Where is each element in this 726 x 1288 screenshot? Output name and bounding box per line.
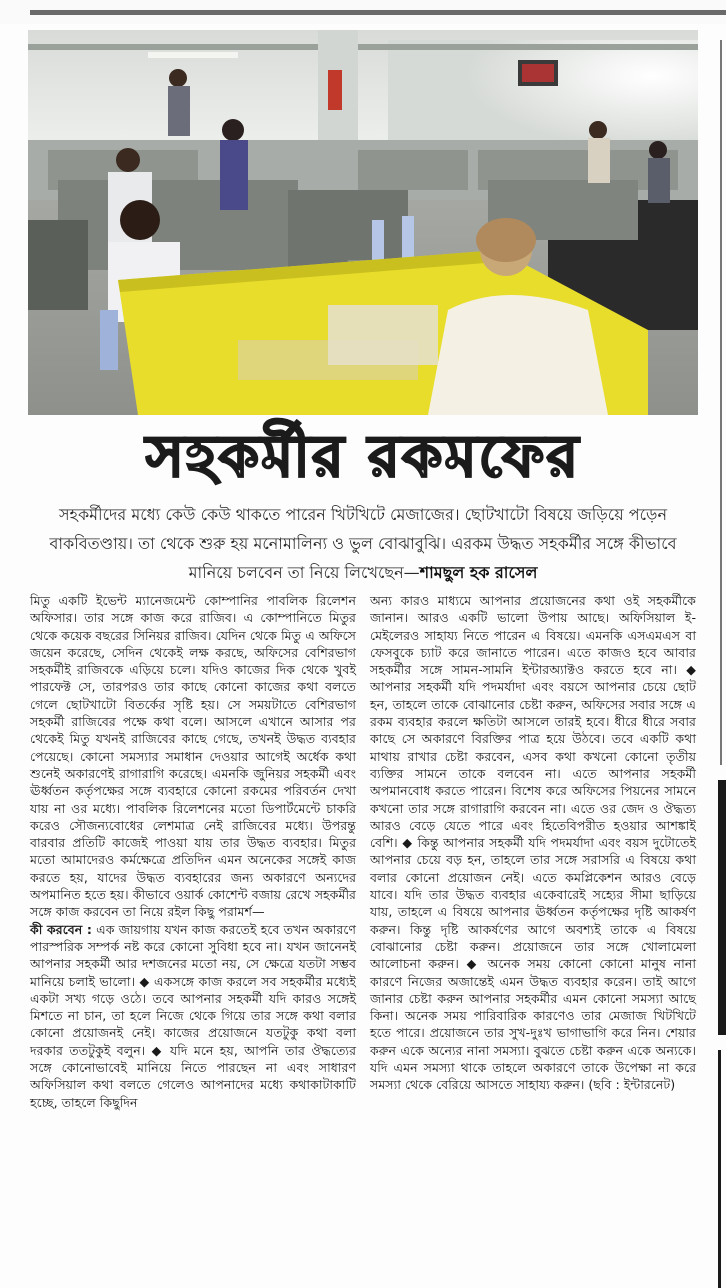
edge-line xyxy=(720,40,722,765)
office-photo-illustration xyxy=(28,30,698,415)
intro-lead: সহকর্মীদের মধ্যে কেউ কেউ থাকতে পারেন খিটখিটে মেজাজের। ছোটখাটো বিষয়ে জড়িয়ে পড়েন বাকবিতণ্ডায়। তা থেকে শুরু হয় মনোমালিন্য ও ভুল বোঝাবুঝি। এরকম উদ্ধত সহকর্মীর সঙ্গে কীভাবে মানিয়ে চলবেন তা নিয়ে লিখেছেন— xyxy=(49,505,677,582)
article-column-left xyxy=(30,592,356,1111)
intro-text xyxy=(30,500,696,587)
top-rule xyxy=(30,10,726,15)
office-photo xyxy=(28,30,698,415)
edge-block-outline xyxy=(718,1050,726,1288)
top-rule-bar xyxy=(0,0,726,24)
author-name: শামছুল হক রাসেল xyxy=(419,563,538,582)
paragraph-advice: এক জায়গায় যখন কাজ করতেই হবে তখন অকারণে পারস্পরিক সম্পর্ক নষ্ট করে কোনো সুবিধা হবে না। যখন জানেনই আপনার সহকর্মী আর দশজনের মতো নয়, সে ক্ষেত্রে যতটা সম্ভব মানিয়ে চলাই ভালো। ◆ একসঙ্গে কাজ করলে সব সহকর্মীর মধ্যেই একটা সখ্য গড়ে ওঠে। তবে আপনার সহকর্মী যদি কারও সঙ্গেই মিশতে না চান, তা হলে নিজে থেকে গিয়ে তার সঙ্গে কথা বলার কোনো প্রয়োজনই নেই। কাজের প্রয়োজনে যতটুকু কথা বলা দরকার ততটুকুই বলুন। ◆ যদি মনে হয়, আপনি তার ঔদ্ধত্যের সঙ্গে কোনোভাবেই মানিয়ে নিতে পারছেন না এবং সাধারণ অফিসিয়াল কথা বলতে গেলেও আপনাদের মধ্যে কথাকাটাকাটি হচ্ছে, তাহলে কিছুদিন xyxy=(30,921,357,1110)
section-label: কী করবেন : xyxy=(30,921,92,937)
paragraph-what-to-do xyxy=(30,921,356,1111)
article-column-right xyxy=(370,592,696,1094)
paragraph-continued: অন্য কারও মাধ্যমে আপনার প্রয়োজনের কথা ওই সহকর্মীকে জানান। আরও একটি ভালো উপায় আছে। অফিসিয়াল ই-মেইলেরও সাহায্য নিতে পারেন এ বিষয়ে। এমনকি এসএমএস বা ফেসবুকে চ্যাট করে জানাতে পারেন। এতে কাজও হবে আবার সহকর্মীর সঙ্গে সামন-সামনি ইন্টারঅ্যাক্টও করতে হবে না। ◆ আপনার সহকর্মী যদি পদমর্যাদা এবং বয়সে আপনার চেয়ে ছোট হন, তাহলে তাকে বোঝানোর চেষ্টা করুন, অফিসের সবার সঙ্গে এ রকম ব্যবহার করলে ক্ষতিটা আসলে তারই হবে। ধীরে ধীরে সবার কাছে সে অকারণে বিরক্তির পাত্র হয়ে উঠবে। তবে একটি কথা মাথায় রাখার চেষ্টা করবেন, এসব কথা কখনো কোনো তৃতীয় ব্যক্তির সামনে তাকে বলবেন না। এতে আপনার সহকর্মী অপমানবোধ করতে পারেন। বিশেষ করে অফিসের পিয়নের সামনে কখনো তার সঙ্গে রাগারাগি করবেন না। এতে ওর জেদ ও ঔদ্ধত্য আরও বেড়ে যেতে পারে এবং হিতেবিপরীত হওয়ার আশঙ্কাই বেশি। ◆ কিন্তু আপনার সহকর্মী যদি পদমর্যাদা এবং বয়স দুটোতেই আপনার চেয়ে বড় হন, তাহলে তার সঙ্গে সরাসরি এ বিষয়ে কথা বলার কোনো প্রয়োজন নেই। এতে কমপ্লিকেশন আরও বেড়ে যাবে। যদি তার উদ্ধত ব্যবহার একেবারেই সহ্যের সীমা ছাড়িয়ে যায়, তাহলে এ বিষয়ে আপনার ঊর্ধ্বতন কর্তৃপক্ষের দৃষ্টি আকর্ষণ করুন। কিন্তু দৃষ্টি আকর্ষণের আগে অবশ্যই তাকে এ বিষয়ে বোঝানোর চেষ্টা করুন। প্রয়োজনে তার সঙ্গে খোলামেলা আলোচনা করুন। ◆ অনেক সময় কোনো কোনো মানুষ নানা কারণে নিজের অজান্তেই এমন উদ্ধত ব্যবহার করেন। তাই আগে জানার চেষ্টা করুন আপনার সহকর্মীর এমন কোনো সমস্যা আছে কিনা। অনেক সময় পারিবারিক কারণেও তার মেজাজ খিটখিটে হতে পারে। প্রয়োজনে তার সুখ-দুঃখ ভাগাভাগি করে নিন। শেয়ার করুন একে অন্যের নানা সমস্যা। বুঝতে চেষ্টা করুন একে অন্যকে। যদি এমন সমস্যা থাকে তাহলে অকারণে তাকে উপেক্ষা না করে সমস্যা থেকে বেরিয়ে আসতে সাহায্য করুন। (ছবি : ইন্টারনেট) xyxy=(370,593,696,1093)
adjacent-column-edge xyxy=(712,40,726,1248)
edge-block-dark xyxy=(718,780,726,1035)
headline: সহকর্মীর রকমফের xyxy=(145,422,581,490)
paragraph-intro: মিতু একটি ইভেন্ট ম্যানেজমেন্ট কোম্পানির পাবলিক রিলেশন অফিসার। তার সঙ্গে কাজ করে রাজিব। এ কোম্পানিতে মিতুর থেকে কয়েক বছরের সিনিয়র রাজিব। যেদিন থেকে মিতু এ অফিসে জয়েন করেছে, সেদিন থেকেই লক্ষ করছে, অফিসের বেশিরভাগ সহকর্মীই রাজিবকে এড়িয়ে চলে। যদিও কাজের দিক থেকে খুবই পারফেক্ট সে, তারপরও তার কাছে কোনো কাজের কথা বলতে গেলে ছোটখাটো বিতর্কের সৃষ্টি হয়। সে সময়টাতে বেশিরভাগ সহকর্মী রাজিবের পক্ষে কথা বলে। আসলে এখানে আসার পর থেকেই মিতু যখনই রাজিবের কাছে গেছে, তখনই উদ্ধত ব্যবহার পেয়েছে। কোনো সমস্যার সমাধান দেওয়ার আগেই অর্ধেক কথা শুনেই অকারণেই রাগারাগি করেছে। এমনকি জুনিয়র সহকর্মী এবং ঊর্ধ্বতন কর্তৃপক্ষের সঙ্গে ব্যবহারে কোনো রকমের পরিবর্তন দেখা যায় না ওর মধ্যে। পাবলিক রিলেশনের মতো ডিপার্টমেন্টে চাকরি করেও সৌজন্যবোধের লেশমাত্র নেই রাজিবের মধ্যে। উপরন্তু বারবার প্রতিটি কাজেই পাওয়া যায় তার উদ্ধত ব্যবহার। মিতুর মতো আমাদেরও কর্মক্ষেত্রে প্রতিদিন এমন অনেকের সঙ্গেই কাজ করতে হয়, যাদের উদ্ধত ব্যবহারের জন্য অকারণে অন্যদের অপমানিত হতে হয়। কীভাবে ওয়ার্ক কোশেন্ট বজায় রেখে সহকর্মীর সঙ্গে কাজ করবেন তা নিয়ে রইল কিছু পরামর্শ— xyxy=(30,593,356,920)
